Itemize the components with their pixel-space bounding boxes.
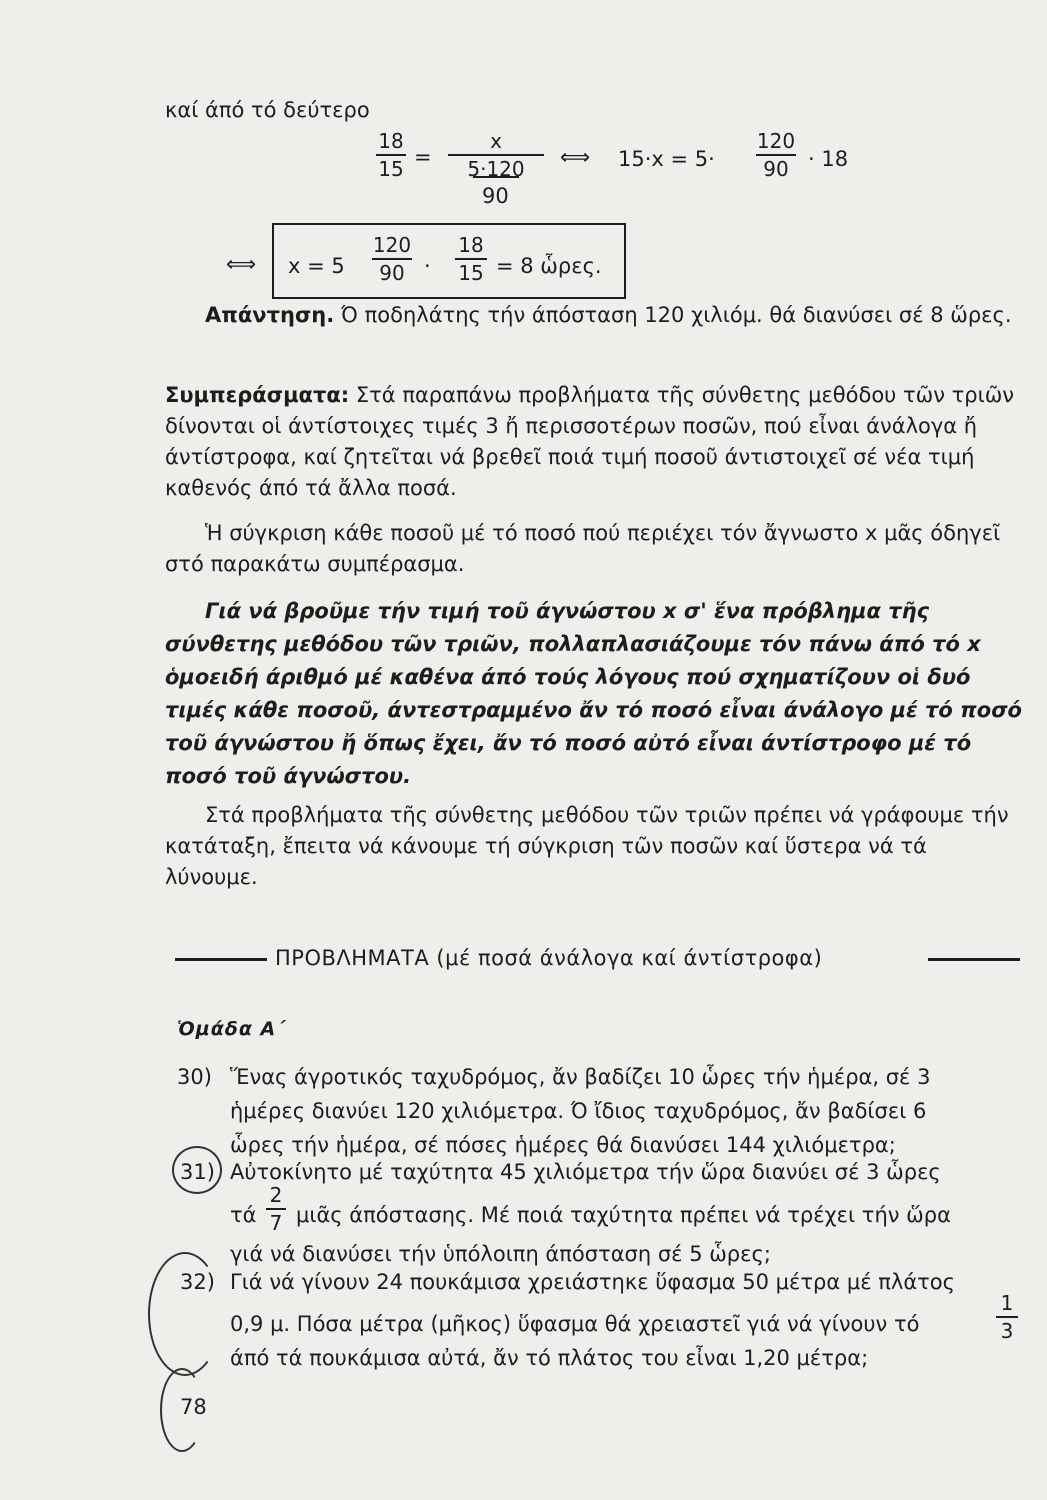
answer-text: Ό ποδηλάτης τήν άπόσταση 120 χιλιόμ. θά διανύσει σέ 8 ὥρες.	[340, 303, 1012, 327]
fraction-1-3	[996, 1292, 1018, 1342]
fraction-120-90	[756, 130, 796, 180]
rule-paragraph: Γιά νά βροῦμε τήν τιμή τοῦ άγνώστου x σ' ἕνα πρόβλημα τῆς σύνθετης μεθόδου τῶν τριῶν, πολλαπλασιάζουμε τόν πάνω άπό τό x ὁμοειδή άριθμό μέ καθένα άπό τούς λόγους πού σχηματίζουν οἱ δυό τιμές κάθε ποσοῦ, άντεστραμμένο ἄν τό ποσό εἶναι άνάλογο μέ τό ποσό τοῦ άγνώστου ἤ ὅπως ἔχει, ἄν τό ποσό αὐτό εἶναι άντίστροφο μέ τό ποσό τοῦ άγνώστου.	[165, 599, 1022, 788]
problem-31-line: Αὐτοκίνητο μέ ταχύτητα 45 χιλιόμετρα τήν ὥρα διανύει σέ 3 ὧρες	[230, 1160, 941, 1184]
problem-32-line: Γιά νά γίνουν 24 πουκάμισα χρειάστηκε ὕφασμα 50 μέτρα μέ πλάτος	[230, 1270, 955, 1294]
equation-tail: · 18	[808, 147, 849, 171]
group-label: Ὁμάδα Α΄	[177, 1018, 286, 1040]
boxed-dot: ·	[424, 254, 431, 278]
denominator: 90	[763, 157, 789, 181]
fraction-18-15	[376, 130, 406, 180]
problem-31-pre: τά	[230, 1203, 257, 1227]
conclusions-label: Συμπεράσματα:	[165, 383, 350, 407]
answer-label: Απάντηση.	[205, 303, 335, 327]
nested-fraction-bar	[473, 176, 519, 178]
problem-30-line: Ἕνας άγροτικός ταχυδρόμος, ἄν βαδίζει 10 ὧρες τήν ἡμέρα, σέ 3	[230, 1065, 931, 1089]
problem-30-line: ὧρες τήν ἡμέρα, σέ πόσες ἡμέρες θά διανύσει 144 χιλιόμετρα;	[230, 1133, 896, 1157]
fraction-x	[448, 130, 544, 180]
heading-rule-right	[928, 958, 1020, 961]
iff-symbol-2: ⟺	[226, 252, 257, 276]
denominator: 7	[269, 1211, 283, 1235]
problem-number-31: 31)	[180, 1160, 215, 1184]
equation-middle: 15·x = 5·	[618, 147, 715, 171]
numerator: 18	[378, 129, 404, 153]
problems-heading: ΠΡΟΒΛΗΜΑΤΑ (μέ ποσά άνάλογα καί άντίστροφα)	[275, 946, 823, 970]
page-number: 78	[180, 1395, 207, 1419]
method-paragraph: Στά προβλήματα τῆς σύνθετης μεθόδου τῶν τριῶν πρέπει νά γράφουμε τήν κατάταξη, ἔπειτα νά κάνουμε τή σύγκριση τῶν ποσῶν καί ὕστερα νά τά λύνουμε.	[165, 803, 1009, 889]
problem-32-line: άπό τά πουκάμισα αὐτά, ἄν τό πλάτος του εἶναι 1,20 μέτρα;	[230, 1346, 869, 1370]
answer-paragraph	[165, 300, 1025, 331]
denominator: 3	[1000, 1319, 1014, 1343]
problem-number-32: 32)	[180, 1270, 215, 1294]
denominator: 90	[379, 261, 405, 285]
problem-32-line: 0,9 μ. Πόσα μέτρα (μῆκος) ὕφασμα θά χρειαστεῖ γιά νά γίνουν τό	[230, 1312, 920, 1336]
numerator: x	[490, 129, 502, 153]
boxed-result: = 8 ὧρες.	[496, 254, 602, 278]
heading-rule-left	[175, 958, 267, 961]
conclusions-text: Στά παραπάνω προβλήματα τῆς σύνθετης μεθόδου τῶν τριῶν δίνονται οἱ άντίστοιχες τιμές 3 ἤ περισσοτέρων ποσῶν, πού εἶναι άνάλογα ἤ άντίστροφα, καί ζητεῖται νά βρεθεῖ ποιά τιμή ποσοῦ άντιστοιχεῖ σέ νέα τιμή καθενός άπό τά ἄλλα ποσά.	[165, 383, 1015, 500]
intro-text: καί άπό τό δεύτερο	[165, 98, 370, 122]
problem-30-line: ἡμέρες διανύει 120 χιλιόμετρα. Ό ἴδιος ταχυδρόμος, ἄν βαδίσει 6	[230, 1099, 927, 1123]
numerator: 120	[372, 233, 412, 257]
conclusions-paragraph	[165, 380, 1025, 504]
problem-number-30: 30)	[177, 1065, 212, 1089]
numerator: 18	[458, 233, 484, 257]
denominator: 15	[378, 157, 404, 181]
comparison-paragraph: Ἡ σύγκριση κάθε ποσοῦ μέ τό ποσό πού περιέχει τόν ἄγνωστο x μᾶς όδηγεῖ στό παρακάτω συμπέρασμα.	[165, 521, 1001, 576]
iff-symbol: ⟺	[560, 145, 591, 169]
boxed-fraction-120-90	[372, 234, 412, 284]
numerator: 1	[1000, 1291, 1014, 1315]
equals-sign: =	[414, 145, 432, 169]
boxed-fraction-18-15	[455, 234, 487, 284]
denominator: 5·120	[467, 157, 525, 181]
fraction-2-7	[266, 1184, 286, 1234]
boxed-prefix: x = 5	[288, 254, 345, 278]
numerator: 120	[756, 129, 796, 153]
denominator: 15	[458, 261, 484, 285]
numerator: 2	[269, 1183, 283, 1207]
problem-31-line: γιά νά διανύσει τήν ὑπόλοιπη άπόσταση σέ 5 ὧρες;	[230, 1242, 771, 1266]
nested-denominator: 90	[482, 184, 509, 208]
problem-31-line: μιᾶς άπόστασης. Μέ ποιά ταχύτητα πρέπει νά τρέχει τήν ὥρα	[296, 1203, 951, 1227]
